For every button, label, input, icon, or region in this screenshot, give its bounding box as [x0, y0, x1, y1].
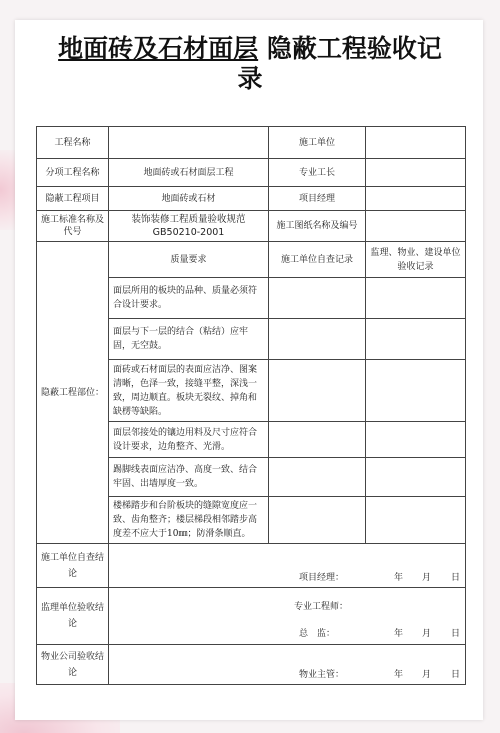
title-part-1: 地面砖及石材面层: [58, 34, 259, 63]
supervision-cell[interactable]: [366, 458, 466, 497]
construction-unit-value[interactable]: [366, 127, 466, 159]
self-check-cell[interactable]: [269, 497, 366, 544]
supervision-engineer-label: 专业工程师：: [294, 602, 349, 612]
supervision-conclusion-label: 监理单位验收结论: [37, 588, 109, 645]
year-label: 年: [394, 573, 404, 583]
day-label: 日: [451, 670, 461, 680]
year-label: 年: [394, 629, 404, 639]
requirement-text: 面层与下一层的结合（粘结）应牢固，无空鼓。: [109, 319, 269, 360]
row-parts-header: [37, 242, 466, 278]
property-supervisor-label: 物业主管：: [299, 670, 345, 680]
row-standard: [37, 211, 466, 242]
row-supervision-conclusion: [37, 588, 466, 645]
title-part-2: 隐蔽工程验收记: [266, 34, 442, 63]
sub-project-value[interactable]: 地面砖或石材面层工程: [109, 159, 269, 187]
row-hidden-item: [37, 187, 466, 211]
requirement-text: 踢脚线表面应洁净、高度一致、结合牢固、出墙厚度一致。: [109, 458, 269, 497]
foreman-label: 专业工长: [269, 159, 366, 187]
construction-conclusion-label: 施工单位自查结论: [37, 544, 109, 588]
self-check-cell[interactable]: [269, 319, 366, 360]
row-sub-project: [37, 159, 466, 187]
supervision-header: 监理、物业、建设单位验收记录: [366, 242, 466, 278]
title-part-3: 录: [237, 64, 263, 93]
foreman-value[interactable]: [366, 159, 466, 187]
self-check-cell[interactable]: [269, 458, 366, 497]
standard-name: 装饰装修工程质量验收规范: [131, 214, 246, 225]
month-label: 月: [422, 573, 432, 583]
requirement-text: 楼梯踏步和台阶板块的缝隙宽度应一致、齿角整齐；楼层梯段相邻踏步高度差不应大于10㎜；防滑条顺直。: [109, 497, 269, 544]
self-check-header: 施工单位自查记录: [269, 242, 366, 278]
row-property-conclusion: [37, 645, 466, 685]
chief-supervisor-label: 总 监：: [299, 629, 336, 639]
self-check-cell[interactable]: [269, 422, 366, 458]
standard-code: GB50210-2001: [152, 227, 225, 238]
construction-unit-label: 施工单位: [269, 127, 366, 159]
project-name-label: 工程名称: [37, 127, 109, 159]
property-conclusion-cell[interactable]: [109, 645, 466, 685]
requirement-text: 面层邻接处的镶边用料及尺寸应符合设计要求，边角整齐、光滑。: [109, 422, 269, 458]
supervision-cell[interactable]: [366, 360, 466, 422]
sub-project-label: 分项工程名称: [37, 159, 109, 187]
self-check-cell[interactable]: [269, 278, 366, 319]
construction-conclusion-cell[interactable]: [109, 544, 466, 588]
standard-label: 施工标准名称及代号: [37, 211, 109, 242]
acceptance-form-table: [36, 126, 466, 685]
supervision-cell[interactable]: [366, 278, 466, 319]
day-label: 日: [451, 629, 461, 639]
project-name-value[interactable]: [109, 127, 269, 159]
drawing-label: 施工图纸名称及编号: [269, 211, 366, 242]
supervision-cell[interactable]: [366, 422, 466, 458]
hidden-parts-label: 隐蔽工程部位：: [37, 242, 109, 544]
quality-requirement-header: 质量要求: [109, 242, 269, 278]
supervision-conclusion-cell[interactable]: [109, 588, 466, 645]
year-label: 年: [394, 670, 404, 680]
month-label: 月: [422, 629, 432, 639]
requirement-text: 面砖或石材面层的表面应洁净、图案清晰，色泽一致，接缝平整，深浅一致，周边顺直。板块无裂纹、掉角和缺楞等缺陷。: [109, 360, 269, 422]
row-project-name: [37, 127, 466, 159]
supervision-cell[interactable]: [366, 319, 466, 360]
project-manager-value[interactable]: [366, 187, 466, 211]
self-check-cell[interactable]: [269, 360, 366, 422]
day-label: 日: [451, 573, 461, 583]
project-manager-label: 项目经理: [269, 187, 366, 211]
row-construction-conclusion: [37, 544, 466, 588]
month-label: 月: [422, 670, 432, 680]
requirement-text: 面层所用的板块的品种、质量必须符合设计要求。: [109, 278, 269, 319]
supervision-cell[interactable]: [366, 497, 466, 544]
construction-signer-label: 项目经理：: [299, 573, 345, 583]
page-title: [30, 34, 470, 94]
standard-value[interactable]: [109, 211, 269, 242]
drawing-value[interactable]: [366, 211, 466, 242]
property-conclusion-label: 物业公司验收结论: [37, 645, 109, 685]
hidden-item-label: 隐蔽工程项目: [37, 187, 109, 211]
hidden-item-value[interactable]: 地面砖或石材: [109, 187, 269, 211]
